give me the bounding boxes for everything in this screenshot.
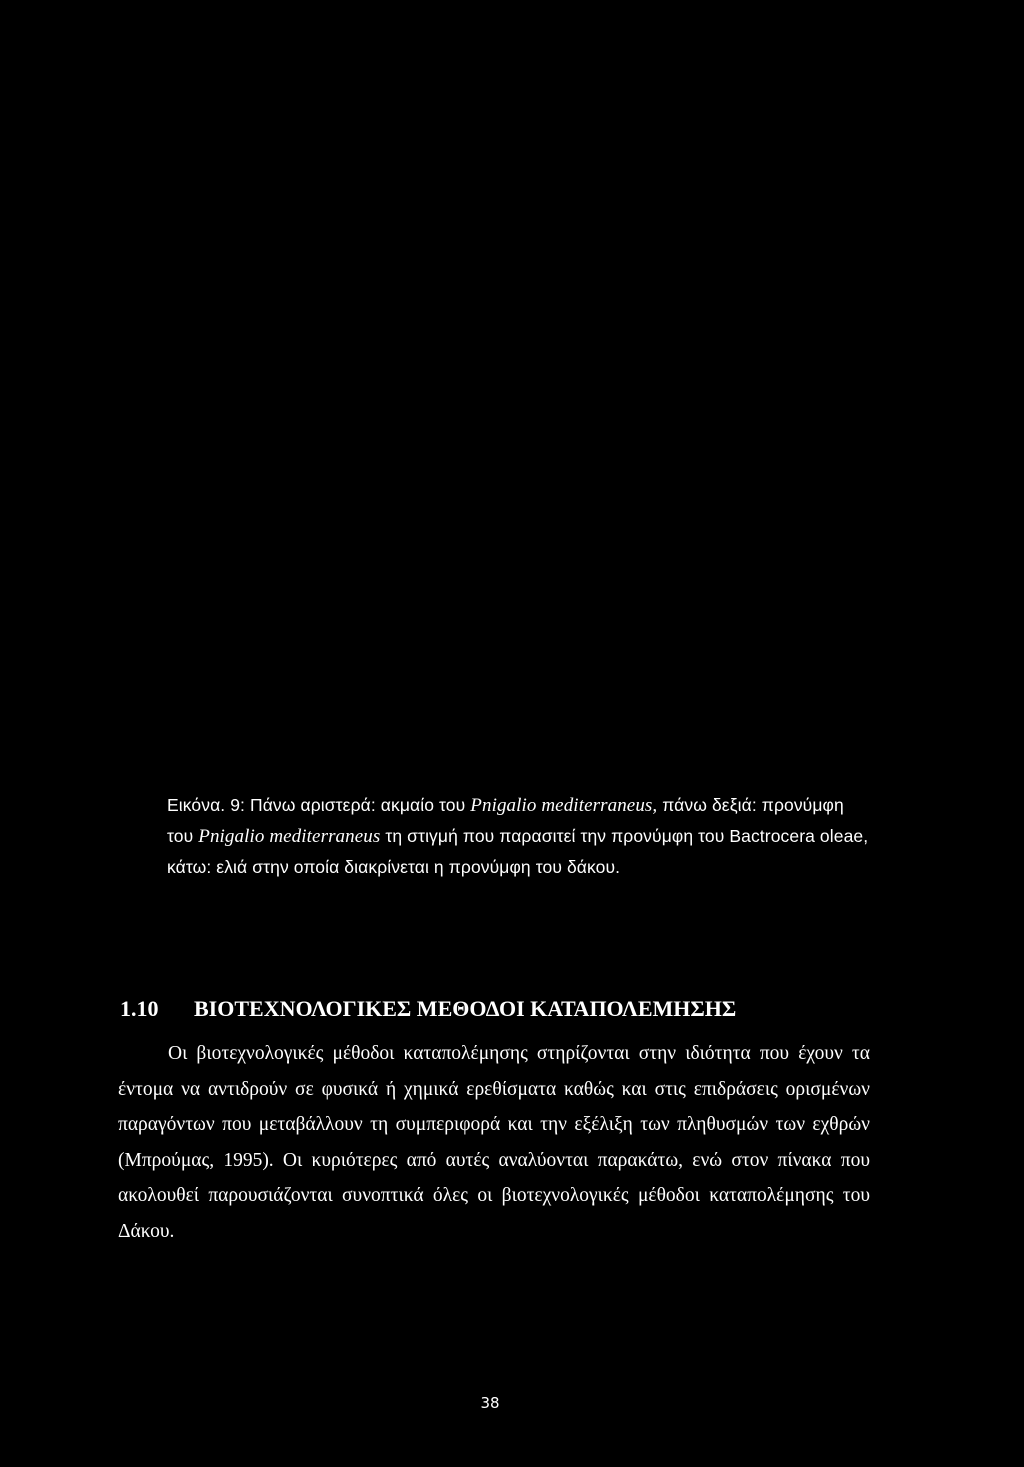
figure-caption	[167, 790, 873, 882]
caption-part-2: πάνω δεξιά: προνύμφη του	[167, 795, 844, 846]
caption-species-1: Pnigalio mediterraneus,	[470, 795, 658, 816]
section-heading	[120, 994, 880, 1024]
caption-part-3: τη στιγμή που παρασιτεί την προνύμφη του Bactrocera oleae, κάτω: ελιά στην οποία διακρίνεται η προνύμφη του δάκου.	[167, 826, 869, 877]
section-number: 1.10	[120, 996, 159, 1021]
caption-prefix: Εικόνα. 9: Πάνω αριστερά: ακμαίο του	[167, 795, 471, 815]
caption-species-2: Pnigalio mediterraneus	[198, 826, 381, 847]
section-title: ΒΙΟΤΕΧΝΟΛΟΓΙΚΕΣ ΜΕΘΟΔΟΙ ΚΑΤΑΠΟΛΕΜΗΣΗΣ	[194, 996, 737, 1021]
section-paragraph: Οι βιοτεχνολογικές μέθοδοι καταπολέμησης στηρίζονται στην ιδιότητα που έχουν τα έντομα να αντιδρούν σε φυσικά ή χημικά ερεθίσματα καθώς και στις επιδράσεις ορισμένων παραγόντων που μεταβάλλουν τη συμπεριφορά και την εξέλιξη των πληθυσμών των εχθρών (Μπρούμας, 1995). Οι κυριότερες από αυτές αναλύονται παρακάτω, ενώ στον πίνακα που ακολουθεί παρουσιάζονται συνοπτικά όλες οι βιοτεχνολογικές μέθοδοι καταπολέμησης του Δάκου.	[118, 1043, 870, 1242]
page-number: 38	[480, 1394, 500, 1412]
